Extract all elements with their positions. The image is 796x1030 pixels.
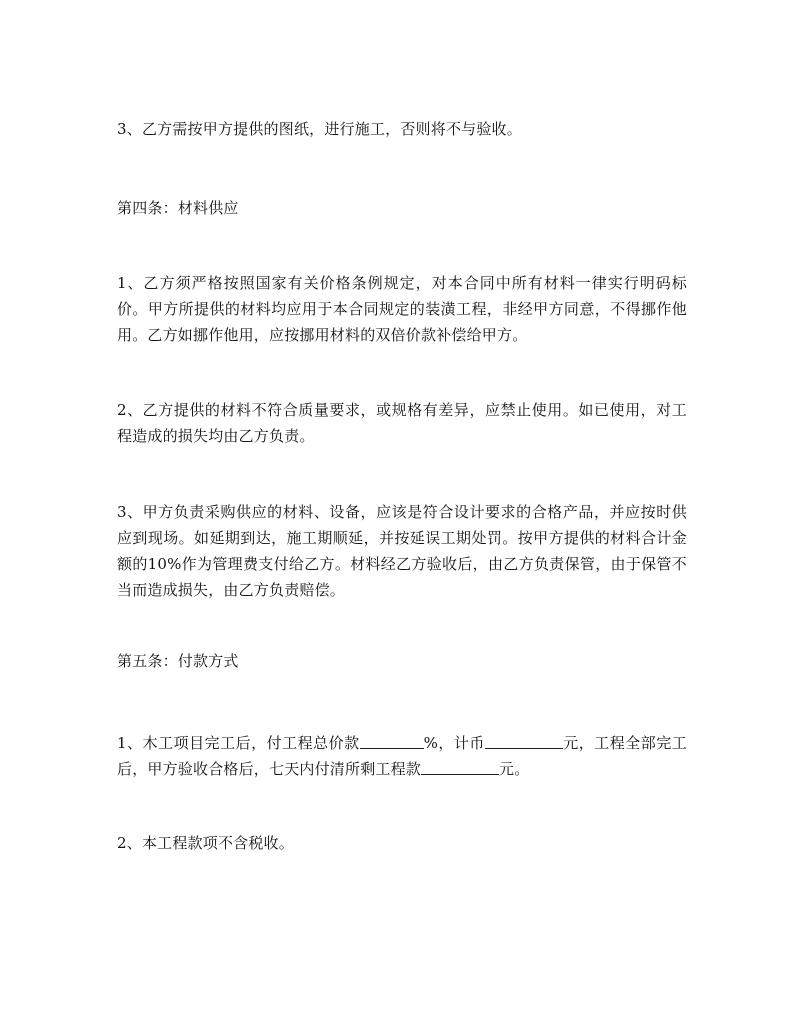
- article-4-item-2: 2、乙方提供的材料不符合质量要求，或规格有差异，应禁止使用。如已使用，对工程造成的损失均由乙方负责。: [117, 401, 687, 445]
- payment-text-4: 元。: [499, 760, 530, 778]
- payment-text-3: 元，工程全部完工后，甲方验收合格后，七天内付清所剩工程款: [117, 734, 687, 778]
- amount-blank: [485, 733, 563, 749]
- clause-3-drawings: 3、乙方需按甲方提供的图纸，进行施工，否则将不与验收。: [117, 120, 522, 138]
- percent-blank: [360, 733, 424, 749]
- article-4-heading: 第四条：材料供应: [117, 199, 239, 217]
- payment-text-2: %，计币: [423, 734, 485, 752]
- article-5-item-1: [117, 730, 687, 782]
- article-5-heading: 第五条：付款方式: [117, 652, 239, 670]
- payment-text-1: 1、木工项目完工后，付工程总价款: [117, 734, 360, 752]
- remaining-amount-blank: [421, 759, 499, 775]
- article-4-item-1: 1、乙方须严格按照国家有关价格条例规定，对本合同中所有材料一律实行明码标价。甲方所提供的材料均应用于本合同规定的装潢工程，非经甲方同意，不得挪作他用。乙方如挪作他用，应按挪用材料的双倍价款补偿给甲方。: [117, 274, 687, 344]
- article-4-item-3: 3、甲方负责采购供应的材料、设备，应该是符合设计要求的合格产品，并应按时供应到现场。如延期到达，施工期顺延，并按延误工期处罚。按甲方提供的材料合计金额的10%作为管理费支付给乙方。材料经乙方验收后，由乙方负责保管，由于保管不当而造成损失，由乙方负责赔偿。: [117, 503, 687, 599]
- article-5-item-2: 2、本工程款项不含税收。: [117, 834, 294, 852]
